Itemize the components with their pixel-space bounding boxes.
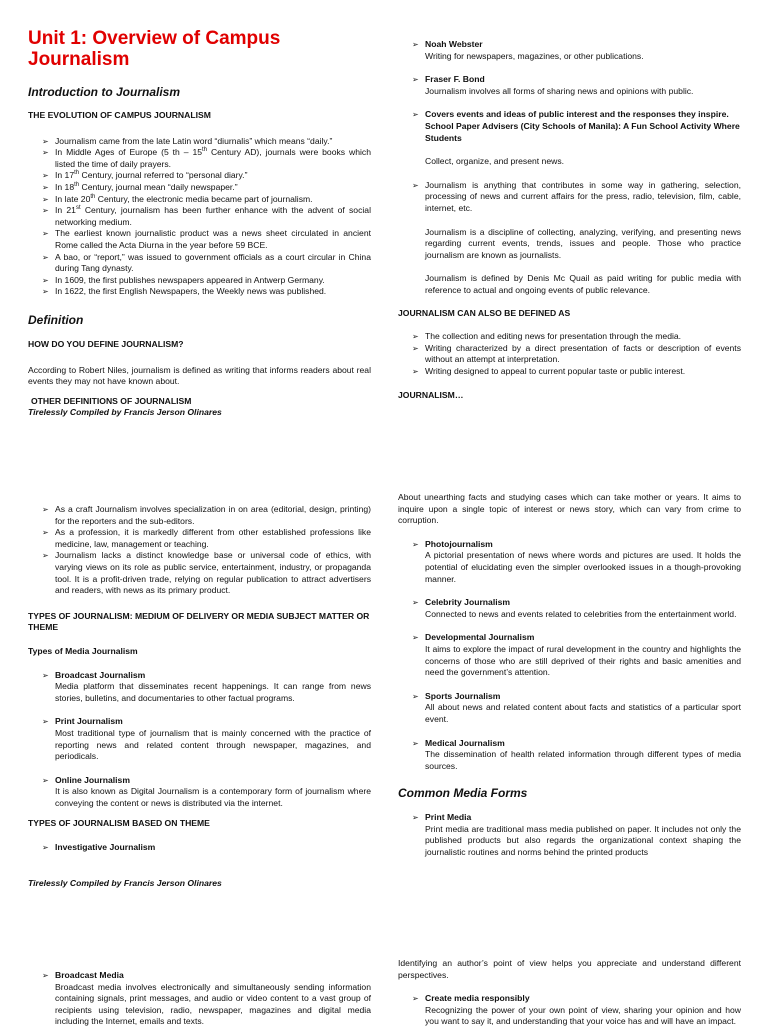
arrow-bullet-icon: ➢ [42,229,49,239]
compiled-by-footer: Tirelessly Compiled by Francis Jerson Olinares [28,407,222,418]
arrow-bullet-icon: ➢ [42,505,49,514]
entry-title: Fraser F. Bond [425,74,485,85]
evolution-item [28,194,371,206]
journalism-type-entry [398,539,741,585]
arrow-bullet-icon: ➢ [412,180,419,190]
types-heading: TYPES OF JOURNALISM: MEDIUM OF DELIVERY OR MEDIA SUBJECT MATTER OR THEME [28,610,370,633]
broadcast-media-entry [28,970,371,1028]
craft-list [28,504,371,597]
definition-entry [398,39,741,62]
arrow-bullet-icon: ➢ [412,598,419,608]
entry-title: Photojournalism [425,538,493,549]
entry-title: Print Journalism [55,716,123,727]
item-text: In Middle Ages of Europe (5 th – 15 [55,147,202,158]
media-types-list [28,670,371,810]
arrow-bullet-icon: ➢ [412,366,419,376]
arrow-bullet-icon: ➢ [42,717,49,727]
entry-description: It is also known as Digital Journalism is a contemporary form of journalism where conveying the content or news is distributed via the internet. [55,786,371,808]
item-text: A bao, or “report,” was issued to government officials as a court circular in China during Tang dynasty. [55,251,371,274]
journalism-type-entry [398,738,741,773]
item-text: In 21 [55,205,76,216]
journalism-type-entry [398,691,741,726]
item-text: In 18 [55,181,75,192]
also-defined-heading: JOURNALISM CAN ALSO BE DEFINED AS [398,307,571,318]
journalism-type-entry [398,632,741,678]
entry-title: Broadcast Media [55,970,124,980]
also-defined-item [398,366,741,378]
compiled-by-footer: Tirelessly Compiled by Francis Jerson Olinares [28,877,222,888]
item-text: In 1609, the first publishes newspapers appeared in Antwerp Germany. [55,274,325,285]
item-text: Writing designed to appeal to current popular taste or public interest. [425,365,686,376]
item-text: In 1622, the first English Newspapers, the Weekly news was published. [55,286,327,297]
also-defined-item [398,343,741,366]
investigative-entry [28,842,371,854]
evolution-item [28,170,371,182]
arrow-bullet-icon: ➢ [42,136,49,146]
journalism-type-entry [28,716,371,762]
arrow-bullet-icon: ➢ [42,287,49,297]
item-superscript: th [74,182,80,189]
also-defined-item [398,331,741,343]
entry-title: Developmental Journalism [425,632,535,643]
evolution-item [28,275,371,287]
item-text: Century, journalism has been further enhance with the advent of social networking medium. [55,205,371,227]
entry-description: Media platform that disseminates recent happenings. It can range from news stories, bulletins, and documentaries to other factual programs. [55,681,371,703]
arrow-bullet-icon: ➢ [412,332,419,342]
craft-item [28,527,371,550]
arrow-bullet-icon: ➢ [412,813,419,823]
entry-description: A pictorial presentation of news where words and pictures are used. It holds the potential of elucidating even the simpler overlooked issues in a though-provoking manner. [425,550,741,584]
page3-left-column [28,970,371,1028]
item-text: The collection and editing news for presentation through the media. [425,331,682,342]
journalism-type-entry [28,775,371,810]
entry-title: Investigative Journalism [55,842,156,853]
evolution-item [28,228,371,251]
entry-description: The dissemination of health related information through different types of media sources. [425,749,741,771]
arrow-bullet-icon: ➢ [412,343,419,353]
item-text: Century, the electronic media became part of journalism. [95,193,313,204]
evolution-item [28,205,371,228]
journalism-type-entry [28,670,371,705]
arrow-bullet-icon: ➢ [412,539,419,549]
evolution-item [28,286,371,298]
item-superscript: st [75,205,81,212]
theme-heading: TYPES OF JOURNALISM BASED ON THEME [28,818,210,829]
entry-description: Recognizing the power of your own point of view, sharing your opinion and how you want to say it, and understanding that your voice has and will have an impact. [425,1004,741,1027]
arrow-bullet-icon: ➢ [42,843,49,853]
definition-entry [398,74,741,97]
item-text: Century AD), journals were books which listed the time of daily prayers. [55,147,371,169]
entry-title: Broadcast Journalism [55,669,146,680]
evolution-heading: THE EVOLUTION OF CAMPUS JOURNALISM [28,110,211,120]
entry-title: Create media responsibly [425,993,530,1004]
arrow-bullet-icon: ➢ [42,528,49,538]
item-text: In 17 [55,170,75,181]
arrow-bullet-icon: ➢ [42,148,49,158]
evolution-item [28,252,371,275]
create-media-entry [398,993,741,1028]
definition-entry [398,180,741,297]
arrow-bullet-icon: ➢ [412,75,419,85]
item-text: Journalism came from the late Latin word “diurnalis” which means “daily.” [55,135,333,146]
arrow-bullet-icon: ➢ [42,171,49,181]
arrow-bullet-icon: ➢ [42,670,49,680]
entry-description: Print media are traditional mass media published on paper. It includes not only the published products but also regards the organizational context shaping the journalistic routines and norms behind the printed products [425,823,741,858]
definition-entry [398,109,741,167]
arrow-bullet-icon: ➢ [42,182,49,192]
intro-heading: Introduction to Journalism [28,85,180,99]
item-text: As a craft Journalism involves specialization in on area (editorial, design, printing) for the reporters and the sub-editors. [55,504,371,526]
journalism-type-entry [398,597,741,620]
page3-right-column [398,958,741,1028]
arrow-bullet-icon: ➢ [412,110,419,120]
item-text: Writing characterized by a direct presentation of facts or description of events without an attempt at interpretation. [425,342,741,365]
entry-description: Journalism is anything that contributes in some way in gathering, selection, processing of news and current affairs for the press, radio, television, film, cable, internet, etc. [425,179,741,213]
entry-title: Print Media [425,812,472,823]
item-text: Journalism lacks a distinct knowledge base or universal code of ethics, with varying views on its role as public service, entertainment, industry, or propaganda tool. It is a profit-driven trade, relying on regular publication to attract advertisers and readers, with news as its primary product. [55,550,371,596]
entry-description: Journalism involves all forms of sharing news and opinions with public. [425,85,694,96]
common-forms-heading: Common Media Forms [398,786,528,801]
entry-description: All about news and related content about facts and statistics of a particular sport event. [425,702,741,724]
entry-description: Broadcast media involves electronically and simultaneously sending information containing signals, print messages, and audio or video content to a vast group of recipients using television, radio, newspaper, magazines and digital media including the Internet, emails and texts. [55,981,371,1027]
arrow-bullet-icon: ➢ [42,775,49,785]
identifying-paragraph: Identifying an author’s point of view helps you appreciate and understand different perspectives. [398,958,741,980]
arrow-bullet-icon: ➢ [42,252,49,262]
evolution-list [28,136,371,298]
theme-types-list [398,539,741,773]
how-define-heading: HOW DO YOU DEFINE JOURNALISM? [28,338,184,349]
craft-item [28,550,371,596]
page2-left-column [28,504,371,889]
entry-title: Celebrity Journalism [425,597,511,608]
arrow-bullet-icon: ➢ [412,633,419,643]
print-media-entry [398,812,741,858]
entry-description: Journalism is defined by Denis Mc Quail as paid writing for public media with reference to actual and ongoing events of public relevance. [425,273,741,295]
definition-heading: Definition [28,312,84,327]
arrow-bullet-icon: ➢ [42,275,49,285]
craft-item [28,504,371,527]
entry-description: Connected to news and events related to celebrities from the entertainment world. [425,608,737,619]
entry-description: Most traditional type of journalism that is mainly concerned with the practice of reporting news and related content through newspaper, magazines, and periodicals. [55,727,371,762]
page1-right-column [398,39,741,402]
item-text: In late 20 [55,193,91,204]
page2-right-column [398,492,741,859]
entry-description: Journalism is a discipline of collecting, analyzing, verifying, and presenting news regarding current events, trends, issues and people. Those who practice journalism are known as journalists. [425,226,741,260]
evolution-item [28,182,371,194]
item-superscript: th [74,170,80,177]
arrow-bullet-icon: ➢ [42,971,49,980]
arrow-bullet-icon: ➢ [42,194,49,204]
item-text: Century, journal mean “daily newspaper.” [79,181,238,192]
also-defined-list [398,331,741,377]
unit-title: Unit 1: Overview of Campus Journalism [28,28,281,70]
entry-description: Collect, organize, and present news. [425,156,565,167]
page1-left-column [28,28,371,419]
arrow-bullet-icon: ➢ [412,40,419,49]
item-superscript: th [90,193,96,200]
arrow-bullet-icon: ➢ [42,551,49,561]
arrow-bullet-icon: ➢ [42,206,49,216]
arrow-bullet-icon: ➢ [412,994,419,1004]
other-definitions-heading: OTHER DEFINITIONS OF JOURNALISM [31,395,192,406]
entry-description: It aims to explore the impact of rural development in the country and highlights the concerns of those who are still deprived of their rights and basic amenities and need the government’s attention. [425,643,741,678]
entry-title: Covers events and ideas of public interest and the responses they inspire. [425,109,729,120]
item-text: The earliest known journalistic product was a news sheet circulated in ancient Rome called the Acta Diurna in the year before 59 BCE. [55,228,371,250]
journalism-dots-heading: JOURNALISM… [398,390,464,401]
item-superscript: th [202,147,208,154]
entry-title: Medical Journalism [425,737,505,748]
arrow-bullet-icon: ➢ [412,738,419,748]
niles-paragraph: According to Robert Niles, journalism is defined as writing that informs readers about real events they may not have known about. [28,364,371,387]
unearthing-paragraph: About unearthing facts and studying cases which can take mother or years. It aims to inquire upon a single topic of interest or news story, which can vary from crime to corruption. [398,492,741,526]
entry-description: Writing for newspapers, magazines, or other publications. [425,50,644,61]
item-text: As a profession, it is markedly different from other established professions like medicine, law, management or teaching. [55,527,371,549]
entry-title: Sports Journalism [425,690,501,701]
evolution-item [28,147,371,170]
types-media-heading: Types of Media Journalism [28,645,138,656]
arrow-bullet-icon: ➢ [412,691,419,701]
evolution-item [28,136,371,148]
entry-subtitle: School Paper Advisers (City Schools of Manila): A Fun School Activity Where Students [425,120,740,143]
entry-title: Noah Webster [425,39,483,49]
item-text: Century, journal referred to “personal diary.” [79,170,248,181]
entry-title: Online Journalism [55,774,130,785]
